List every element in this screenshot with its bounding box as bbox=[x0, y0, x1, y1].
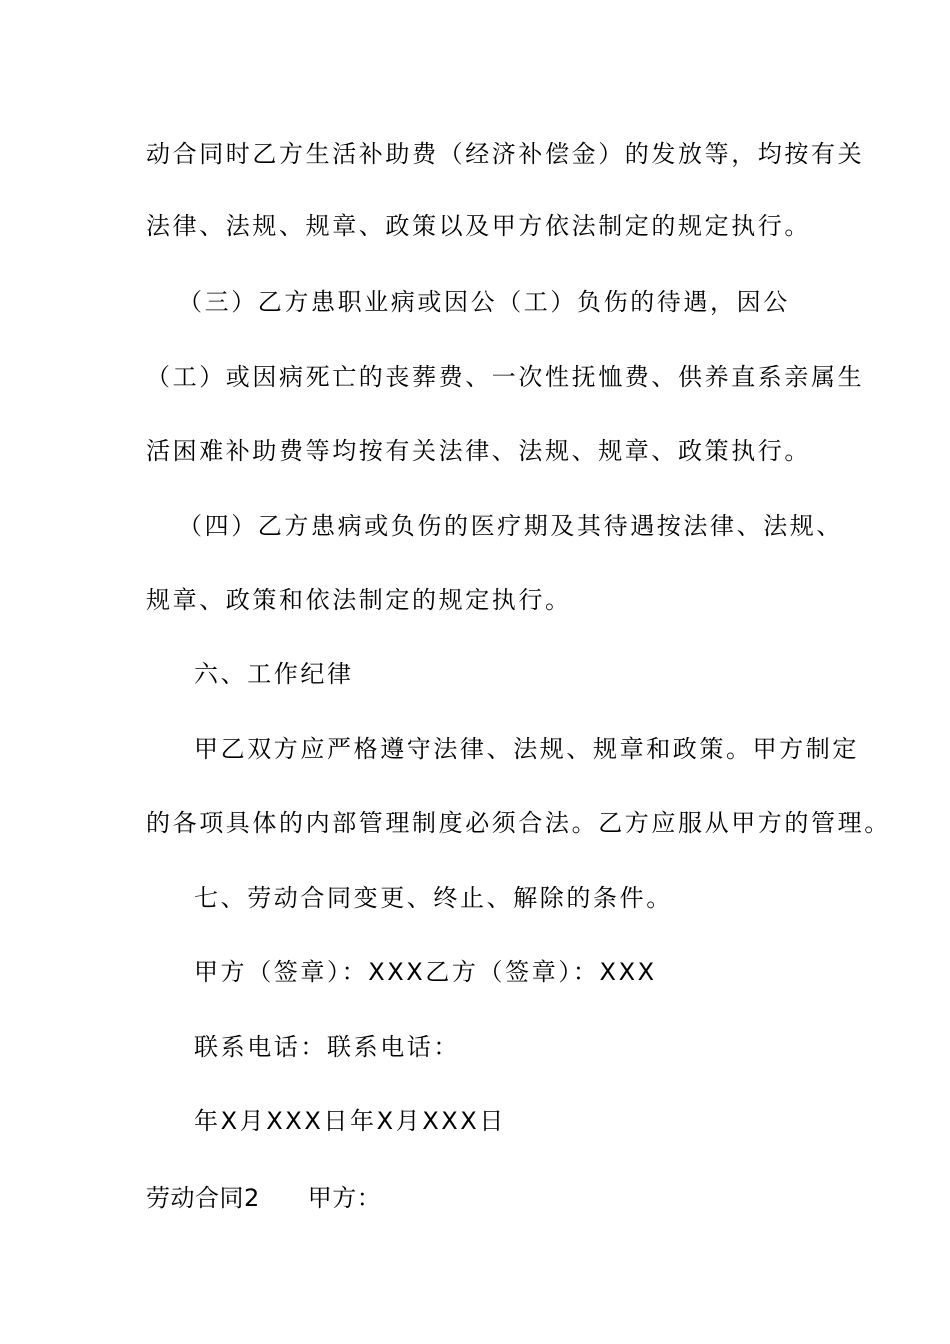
contact-phone-line: 联系电话：联系电话： bbox=[194, 1033, 460, 1061]
paragraph-line-4: （工）或因病死亡的丧葬费、一次性抚恤费、供养直系亲属生 bbox=[146, 363, 865, 391]
paragraph-line-3: （三）乙方患职业病或因公（工）负伤的待遇，因公 bbox=[178, 288, 790, 316]
paragraph-line-7: 规章、政策和依法制定的规定执行。 bbox=[146, 586, 572, 614]
contract-2-title-row bbox=[146, 1183, 806, 1213]
paragraph-line-5: 活困难补助费等均按有关法律、法规、规章、政策执行。 bbox=[146, 437, 811, 465]
paragraph-line-9: 甲乙双方应严格遵守法律、法规、规章和政策。甲方制定 bbox=[194, 735, 859, 763]
party-a-label: 甲方： bbox=[307, 1184, 382, 1212]
contract-2-title: 劳动合同2 bbox=[146, 1184, 260, 1212]
paragraph-line-2: 法律、法规、规章、政策以及甲方依法制定的规定执行。 bbox=[146, 212, 811, 240]
paragraph-line-1: 动合同时乙方生活补助费（经济补偿金）的发放等，均按有关 bbox=[146, 140, 865, 168]
paragraph-line-10: 的各项具体的内部管理制度必须合法。乙方应服从甲方的管理。 bbox=[146, 809, 891, 837]
section-heading-work-discipline: 六、工作纪律 bbox=[194, 660, 354, 688]
signature-line: 甲方（签章）：XXX乙方（签章）：XXX bbox=[194, 958, 657, 986]
section-heading-contract-change: 七、劳动合同变更、终止、解除的条件。 bbox=[194, 884, 673, 912]
paragraph-line-6: （四）乙方患病或负伤的医疗期及其待遇按法律、法规、 bbox=[178, 512, 843, 540]
date-line: 年X月XXX日年X月XXX日 bbox=[194, 1107, 506, 1135]
